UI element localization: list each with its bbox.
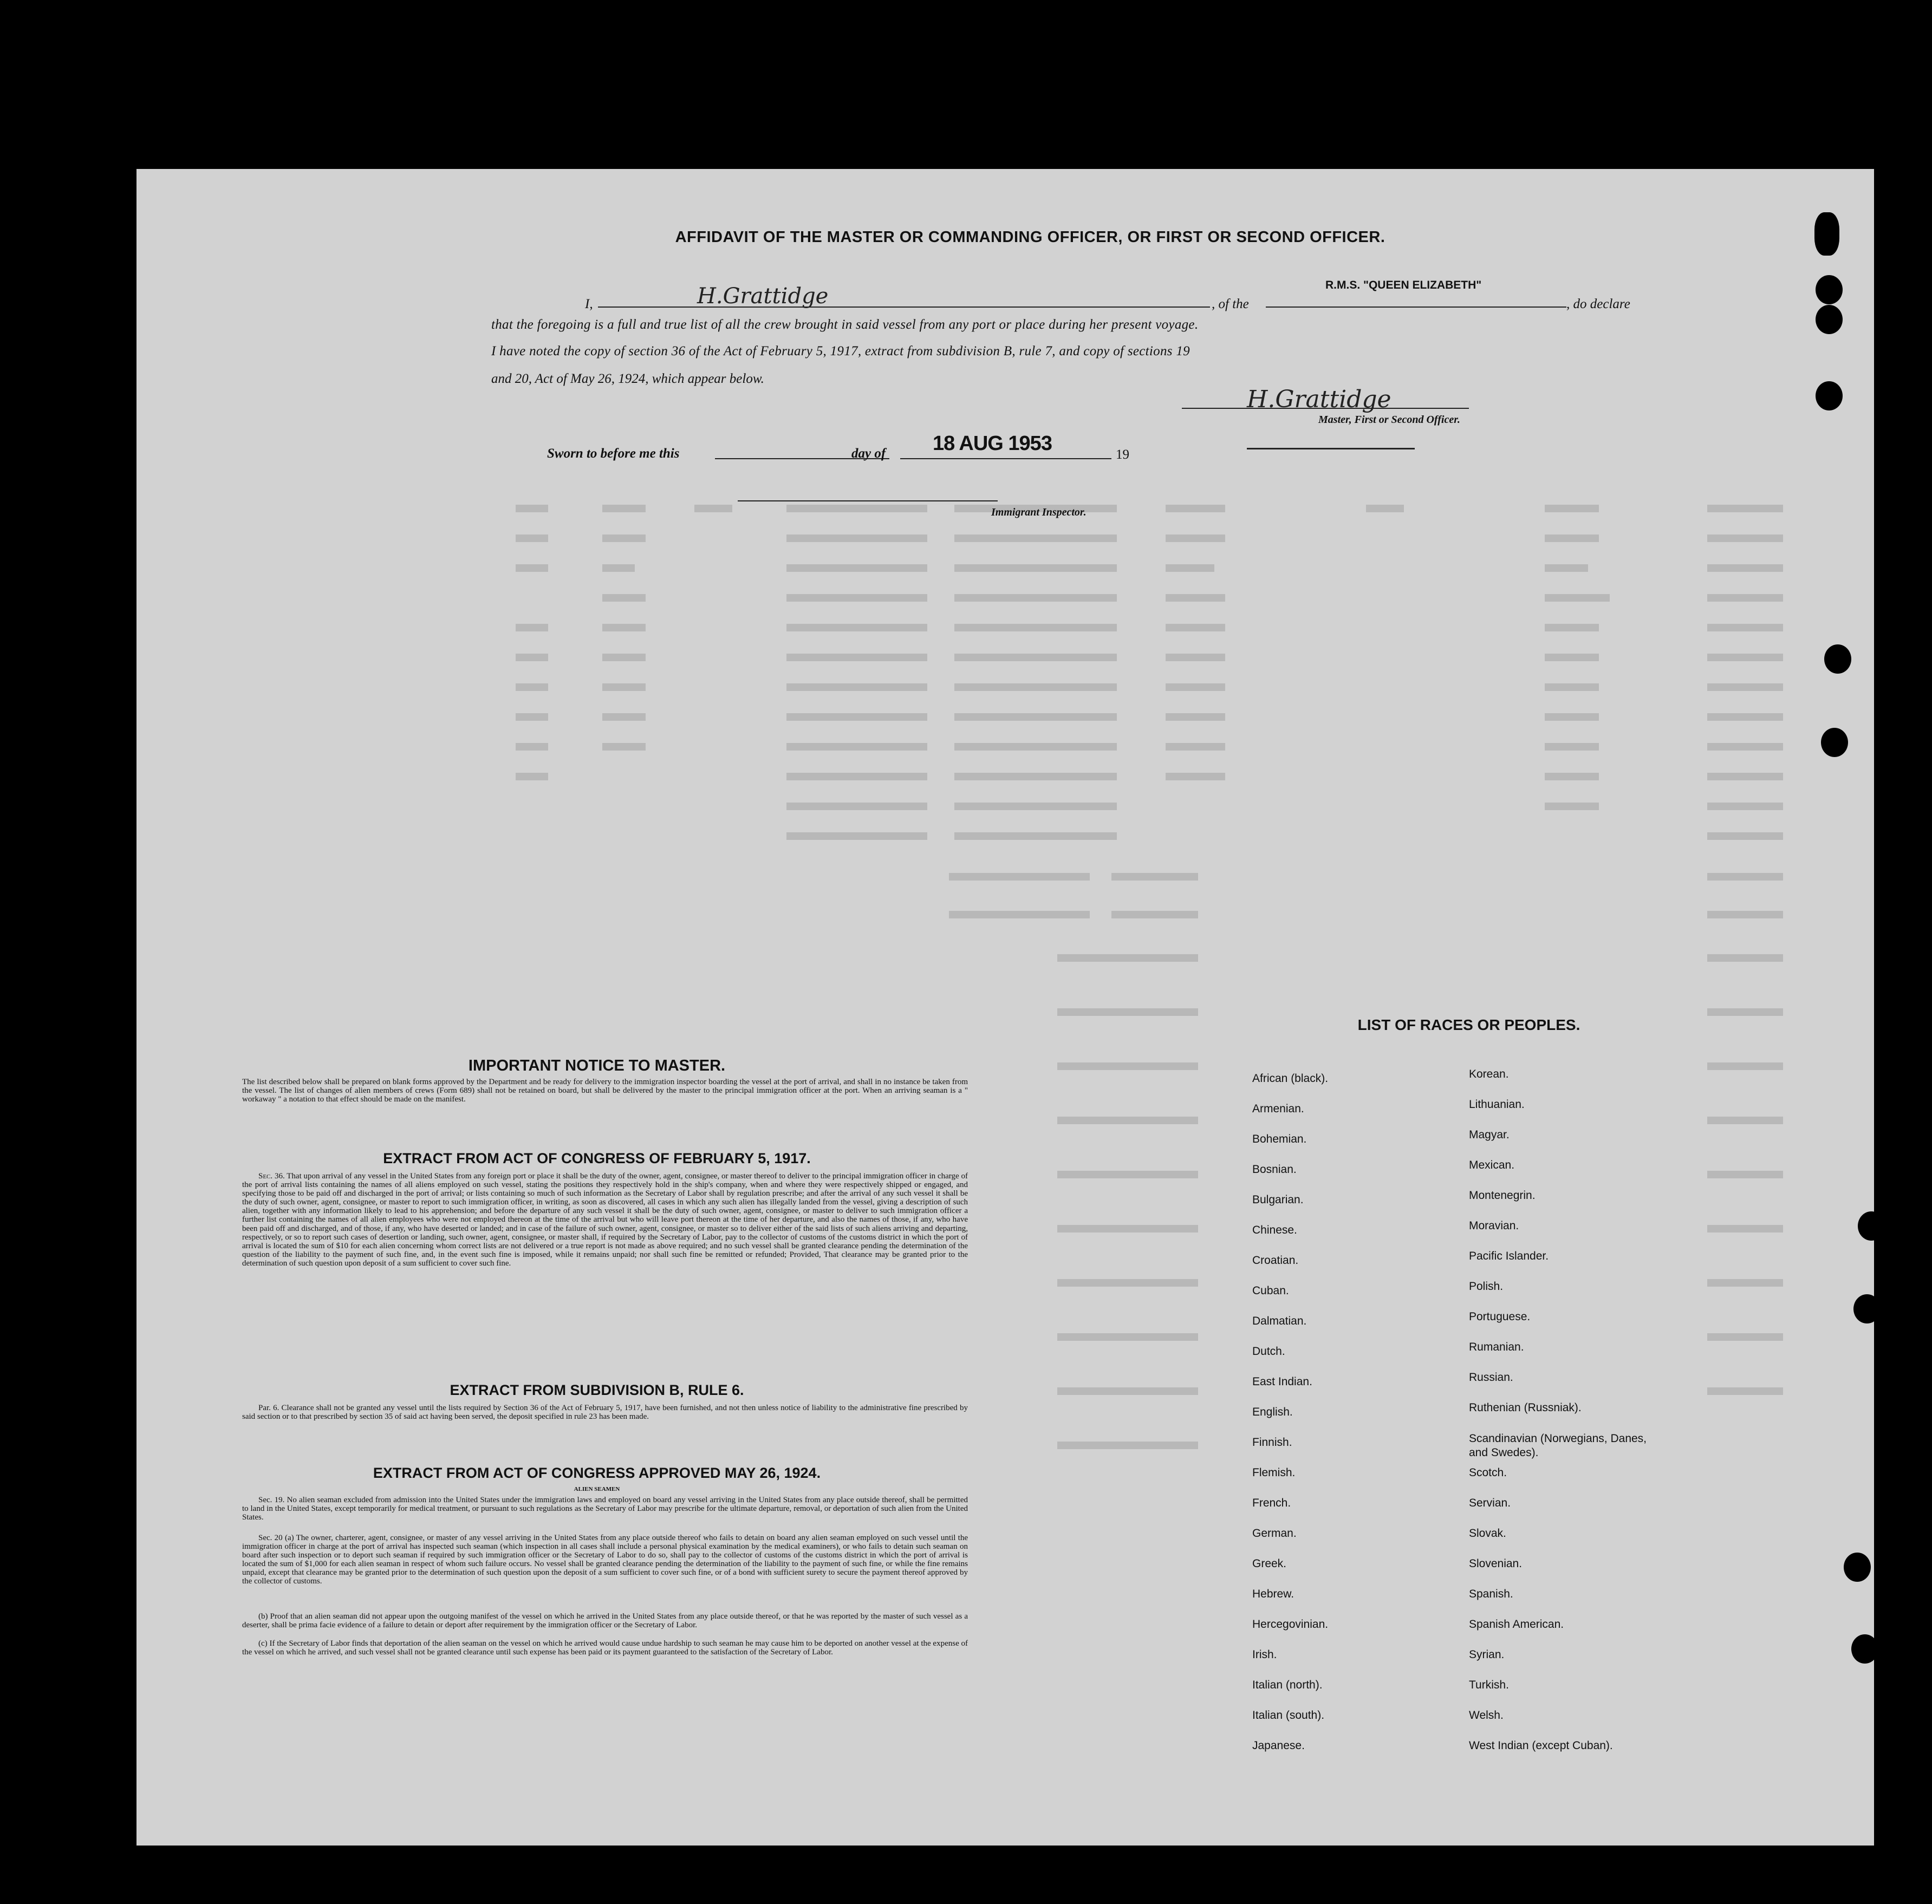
race-item: Italian (south). — [1252, 1709, 1325, 1722]
stamp-underline — [1247, 448, 1415, 449]
race-item: Hebrew. — [1252, 1588, 1294, 1600]
race-item: Bosnian. — [1252, 1163, 1297, 1176]
signature-2: H.Grattidge — [1247, 386, 1391, 413]
sec19-label: Sec. 19. — [258, 1496, 285, 1504]
race-item: Bohemian. — [1252, 1133, 1307, 1145]
day-of-label: day of — [851, 446, 886, 461]
declaration-line-3: and 20, Act of May 26, 1924, which appear below. — [491, 371, 764, 386]
race-item: Irish. — [1252, 1648, 1277, 1661]
extract-1917-text — [242, 1172, 968, 1268]
race-item: Ruthenian (Russniak). — [1469, 1401, 1582, 1414]
race-item: Scotch. — [1469, 1466, 1507, 1479]
rule6-body: Clearance shall not be granted any vessel until the lists required by Section 36 of the Act of February 5, 1917, have been furnished, and not then unless notice of liability to the administrative fine prescribed by said section or to that prescribed by section 35 of said act having been served, the deposit specified in rule 23 has been made. — [242, 1404, 968, 1421]
declaration-line-1: that the foregoing is a full and true list of all the crew brought in said vessel from any port or place during her present voyage. — [491, 317, 1199, 332]
race-item: Dutch. — [1252, 1345, 1285, 1358]
sec20b-body: Proof that an alien seaman did not appear upon the outgoing manifest of the vessel on which he arrived in the United States from any place outside thereof, or that he was reported by the master of such vessel as a deserter, shall be prima facie evidence of a failure to detain or deport after requirement by the immigration officer or the Secretary of Labor. — [242, 1612, 968, 1629]
do-declare-label: , do declare — [1566, 297, 1630, 311]
signature-name: H.Grattidge — [697, 284, 829, 309]
race-item: Flemish. — [1252, 1466, 1296, 1479]
sec20a-label: Sec. 20 (a) — [258, 1534, 294, 1542]
race-item: East Indian. — [1252, 1375, 1312, 1388]
race-item: Turkish. — [1469, 1679, 1509, 1691]
race-item: Russian. — [1469, 1371, 1513, 1384]
race-item: Slovak. — [1469, 1527, 1506, 1540]
race-item: Servian. — [1469, 1497, 1511, 1509]
sec20b-text — [242, 1612, 968, 1629]
race-item: Cuban. — [1252, 1284, 1289, 1297]
punch-hole — [1824, 644, 1851, 674]
race-item: French. — [1252, 1497, 1291, 1509]
race-item: Polish. — [1469, 1280, 1504, 1293]
race-item: Portuguese. — [1469, 1310, 1531, 1323]
name-line — [598, 307, 1210, 308]
race-item: Bulgarian. — [1252, 1194, 1304, 1206]
i-label: I, — [585, 297, 593, 311]
extract-1917-title: EXTRACT FROM ACT OF CONGRESS OF FEBRUARY 5, 1917. — [383, 1150, 811, 1166]
notice-title: IMPORTANT NOTICE TO MASTER. — [468, 1057, 726, 1074]
punch-hole — [1814, 212, 1839, 256]
race-item: Japanese. — [1252, 1739, 1305, 1752]
punch-hole — [1816, 381, 1843, 410]
inspector-caption: Immigrant Inspector. — [991, 506, 1087, 518]
sec20a-body: The owner, charterer, agent, consignee, or master of any vessel arriving in the United States from any place outside thereof who fails to detain on board any alien seaman employed on such vessel until the immigration officer in charge at the port of arrival has inspected such seaman (which inspection in all cases shall include a personal physical examination by the medical examiners), or who fails to detain such seaman on board after such inspection or to deport such seaman if required by such immigration officer or the Secretary of Labor to do so, shall pay to the collector of customs of the customs district in which the port of arrival is located the sum of $1,000 for each alien seaman in respect of whom such failure occurs. No vessel shall be granted clearance pending the determination of the liability to the payment of such fine, or while the fine remains unpaid, except that clearance may be granted prior to the determination of such question upon the deposit of a sum sufficient to cover such fine, or of a bond with sufficient surety to secure the payment thereof approved by the collector of customs. — [242, 1534, 968, 1586]
sworn-month-line — [900, 458, 1111, 459]
sec19-text — [242, 1496, 968, 1522]
race-item: Chinese. — [1252, 1224, 1297, 1236]
vessel-name: R.M.S. "QUEEN ELIZABETH" — [1325, 279, 1482, 291]
sec20a-text — [242, 1534, 968, 1586]
affidavit-title: AFFIDAVIT OF THE MASTER OR COMMANDING OFFICER, OR FIRST OR SECOND OFFICER. — [675, 229, 1385, 246]
extract-1917-label: Sec. 36. — [258, 1172, 285, 1181]
declaration-line-2: I have noted the copy of section 36 of the Act of February 5, 1917, extract from subdivision B, rule 7, and copy of sections 19 — [491, 344, 1190, 358]
document-page — [136, 169, 1874, 1846]
race-item: West Indian (except Cuban). — [1469, 1739, 1613, 1752]
sec20c-label: (c) — [258, 1639, 268, 1648]
punch-hole — [1851, 1634, 1878, 1664]
race-item: African (black). — [1252, 1072, 1329, 1085]
bleedthrough-marks — [136, 494, 1874, 1523]
extract-1924-title: EXTRACT FROM ACT OF CONGRESS APPROVED MAY 26, 1924. — [373, 1465, 821, 1481]
rule6-title: EXTRACT FROM SUBDIVISION B, RULE 6. — [450, 1382, 744, 1398]
punch-hole — [1816, 275, 1843, 304]
inspector-line — [738, 500, 998, 501]
race-item: Pacific Islander. — [1469, 1250, 1549, 1262]
race-item: Magyar. — [1469, 1129, 1510, 1141]
notice-text: The list described below shall be prepared on blank forms approved by the Department and be ready for delivery to the immigration inspector boarding the vessel at the port of arrival, and shall in no instance be taken from the vessel. The list of changes of alien members of crews (Form 689) shall not be retained on board, but shall be delivered by the master to the principal immigration officer at the port. When an arriving seaman is a " workaway " a notation to that effect should be made on the manifest. — [242, 1078, 968, 1104]
race-item: German. — [1252, 1527, 1297, 1540]
extract-1924-subtitle: ALIEN SEAMEN — [574, 1486, 620, 1492]
race-item: Spanish. — [1469, 1588, 1513, 1600]
year-suffix: 19 — [1116, 447, 1129, 462]
vessel-line — [1266, 307, 1566, 308]
sec20c-text — [242, 1639, 968, 1657]
race-item: Hercegovinian. — [1252, 1618, 1329, 1631]
race-item: Greek. — [1252, 1557, 1287, 1570]
punch-hole — [1844, 1553, 1871, 1582]
race-item: Scandinavian (Norwegians, Danes, and Swedes). — [1469, 1432, 1647, 1459]
race-item: Italian (north). — [1252, 1679, 1323, 1691]
race-item: Armenian. — [1252, 1103, 1304, 1115]
race-item: Montenegrin. — [1469, 1189, 1536, 1202]
races-title: LIST OF RACES OR PEOPLES. — [1357, 1016, 1580, 1033]
race-item: Rumanian. — [1469, 1341, 1524, 1353]
race-item: Finnish. — [1252, 1436, 1292, 1449]
sec20c-body: If the Secretary of Labor finds that deportation of the alien seaman on the vessel on which he arrived would cause undue hardship to such seaman he may cause him to be deported on another vessel at the expense of the vessel on which he arrived, and such vessel shall not be granted clearance until such expense has been paid or its payment guaranteed to the satisfaction of the Secretary of Labor. — [242, 1639, 968, 1657]
punch-hole — [1821, 728, 1848, 757]
race-item: Croatian. — [1252, 1254, 1299, 1267]
punch-hole — [1853, 1294, 1881, 1323]
sec20b-label: (b) — [258, 1612, 268, 1621]
rule6-label: Par. 6. — [258, 1404, 279, 1412]
race-item: Syrian. — [1469, 1648, 1505, 1661]
punch-hole — [1816, 305, 1843, 334]
race-item: Korean. — [1469, 1068, 1509, 1080]
sworn-label: Sworn to before me this — [547, 446, 680, 461]
race-item: Mexican. — [1469, 1159, 1515, 1171]
extract-1917-body: That upon arrival of any vessel in the United States from any foreign port or place it shall be the duty of the owner, agent, consignee, or master thereof to deliver to the principal immigration officer in charge of the port of arrival lists containing the names of all aliens employed on such vessel, stating the positions they respectively hold in the ship's company, when and where they were respectively shipped or engaged, and specifying those to be paid off and discharged in the port of arrival; or lists containing so much of such information as the Secretary of Labor shall by regulation prescribe; and after the arrival of any such vessel it shall be the duty of such owner, agent, consignee, or master to report to such immigration officer, in writing, as soon as discovered, all cases in which any such alien has illegally landed from the vessel, giving a description of such alien, together with any information likely to lead to his apprehension; and before the departure of any such vessel it shall be the duty of such owner, agent, consignee, or master to deliver to such immigration officer a further list containing the names of all alien employees who were not employed thereon at the time of the arrival but who will leave port thereon at the time of her departure, and also the names of those, if any, who have been paid off and discharged, and of those, if any, who have deserted or landed; and in case of the failure of such owner, agent, consignee, or master so to deliver either of the said lists of such aliens arriving and departing, respectively, or so to report such cases of desertion or landing, such owner, agent, consignee, or master shall, if required by the Secretary of Labor, pay to the collector of customs of the customs district in which the port of arrival is located the sum of $10 for each alien concerning whom correct lists are not delivered or a true report is not made as above required; and no such vessel shall be granted clearance pending the determination of the question of the liability to the payment of such fine, and, in the event such fine is imposed, while it remains unpaid; nor shall such fine be remitted or refunded; Provided, That clearance may be granted prior to the determination of such question upon deposit of a sum sufficient to cover such fine. — [242, 1172, 968, 1268]
of-the-label: , of the — [1212, 297, 1249, 311]
date-stamp: 18 AUG 1953 — [933, 432, 1052, 455]
master-caption: Master, First or Second Officer. — [1318, 414, 1460, 426]
punch-hole — [1858, 1211, 1885, 1241]
race-item: Spanish American. — [1469, 1618, 1564, 1631]
race-item: Lithuanian. — [1469, 1098, 1525, 1111]
rule6-text — [242, 1404, 968, 1421]
race-item: English. — [1252, 1406, 1293, 1418]
sec19-body: No alien seaman excluded from admission into the United States under the immigration laws and employed on board any vessel arriving in the United States from any place outside thereof, shall be permitted to land in the United States, except temporarily for medical treatment, or pursuant to such regulations as the Secretary of Labor may prescribe for the ultimate departure, removal, or deportation of such alien from the United States. — [242, 1496, 968, 1522]
race-item: Slovenian. — [1469, 1557, 1523, 1570]
race-item: Moravian. — [1469, 1220, 1519, 1232]
race-item: Welsh. — [1469, 1709, 1504, 1722]
bleedthrough-area — [136, 494, 1874, 1523]
race-item: Dalmatian. — [1252, 1315, 1307, 1327]
